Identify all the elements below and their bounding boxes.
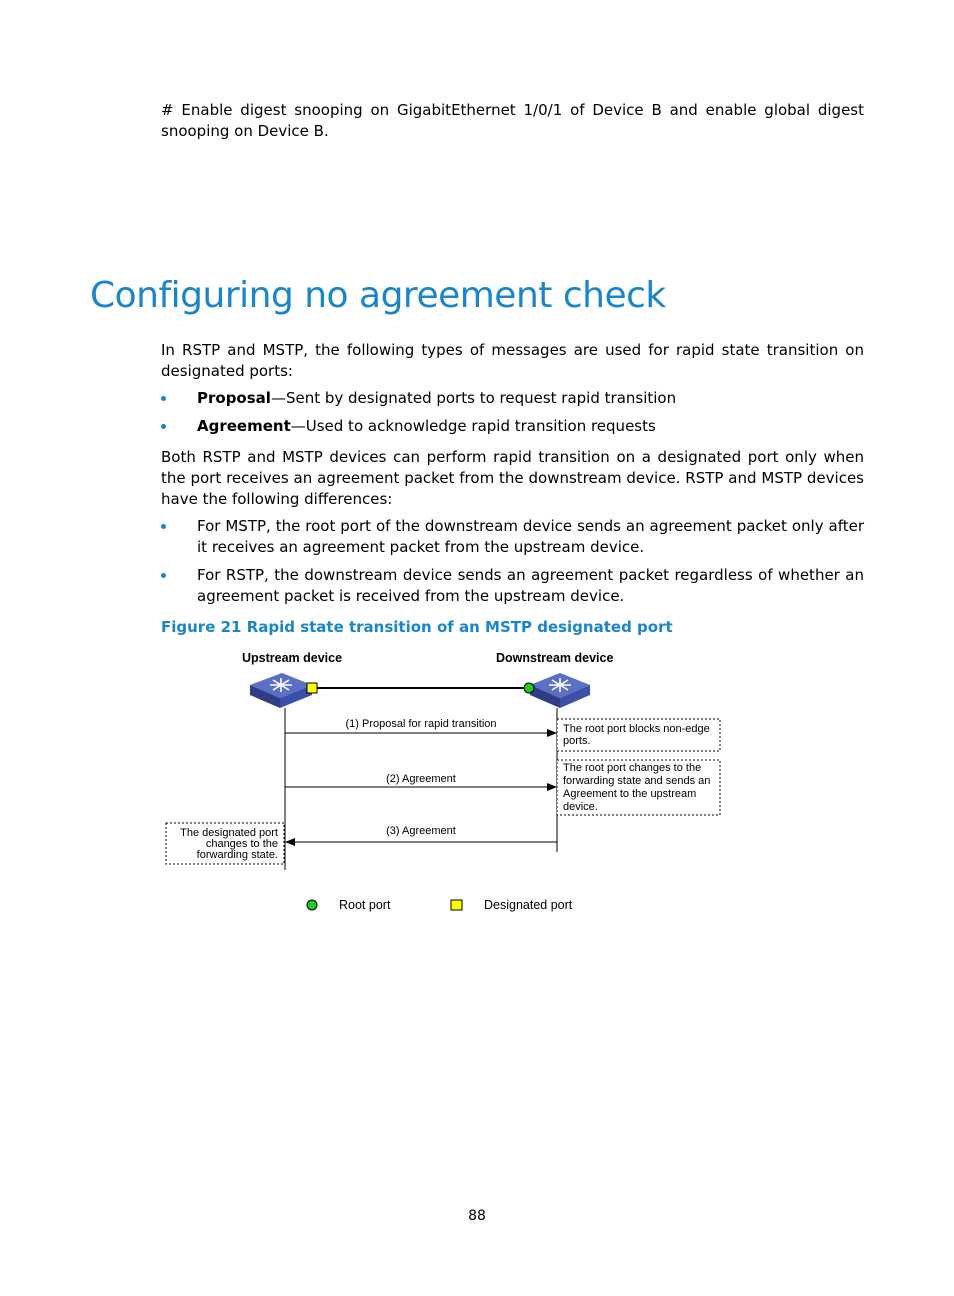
term-proposal-desc: —Sent by designated ports to request rapid transition	[270, 389, 677, 407]
paragraph-message-types: In RSTP and MSTP, the following types of messages are used for rapid state transition on designated ports:	[161, 341, 864, 380]
term-agreement-desc: —Used to acknowledge rapid transition requests	[290, 417, 656, 435]
bullet-icon	[161, 424, 166, 429]
legend-designated-port-icon	[451, 900, 462, 910]
downstream-switch-icon	[530, 673, 590, 708]
figure-caption: Figure 21 Rapid state transition of an MSTP designated port	[161, 618, 673, 636]
bullet-icon	[161, 524, 166, 529]
note-line: device.	[563, 801, 598, 813]
upstream-switch-icon	[250, 673, 312, 708]
note-line: The designated port	[180, 827, 278, 839]
list-item	[161, 388, 864, 409]
list-item	[161, 416, 864, 437]
message-proposal: (1) Proposal for rapid transition	[345, 718, 497, 730]
note-designated-port-changes	[166, 823, 284, 864]
section-title: Configuring no agreement check	[90, 275, 666, 316]
root-port-icon	[524, 683, 534, 693]
note-line: The root port blocks non-edge	[563, 723, 710, 735]
note-root-port-changes	[557, 760, 720, 815]
note-line: Agreement to the upstream	[563, 788, 697, 800]
legend-root-port-icon	[307, 900, 317, 910]
downstream-device-label: Downstream device	[496, 651, 614, 665]
note-line: changes to the	[205, 838, 278, 850]
note-line: forwarding state and sends an	[563, 775, 711, 787]
message-agreement-2: (2) Agreement	[386, 773, 456, 785]
legend-root-port-label: Root port	[339, 898, 391, 912]
difference-rstp: For RSTP, the downstream device sends an agreement packet regardless of whether an agreement packet is received from the upstream device.	[197, 566, 864, 605]
upstream-device-label: Upstream device	[242, 651, 343, 665]
note-line: The root port changes to the	[563, 762, 702, 774]
page-number: 88	[468, 1208, 486, 1224]
bullet-icon	[161, 396, 166, 401]
figure-diagram	[0, 640, 954, 940]
note-line: ports.	[563, 735, 591, 747]
term-agreement: Agreement	[197, 417, 291, 435]
message-agreement-3: (3) Agreement	[386, 825, 456, 837]
note-line: forwarding state.	[196, 849, 278, 861]
paragraph-differences: Both RSTP and MSTP devices can perform rapid transition on a designated port only when the port receives an agreement packet from the downstream device. RSTP and MSTP devices have the following differences:	[161, 448, 864, 508]
term-proposal: Proposal	[197, 389, 271, 407]
list-item	[161, 516, 864, 558]
designated-port-icon	[307, 683, 317, 693]
list-item	[161, 565, 864, 607]
intro-paragraph: # Enable digest snooping on GigabitEthernet 1/0/1 of Device B and enable global digest snooping on Device B.	[161, 101, 864, 140]
note-root-port-blocks	[557, 719, 720, 751]
legend-designated-port-label: Designated port	[484, 898, 573, 912]
bullet-icon	[161, 573, 166, 578]
difference-mstp: For MSTP, the root port of the downstream device sends an agreement packet only after it receives an agreement packet from the upstream device.	[197, 517, 864, 556]
